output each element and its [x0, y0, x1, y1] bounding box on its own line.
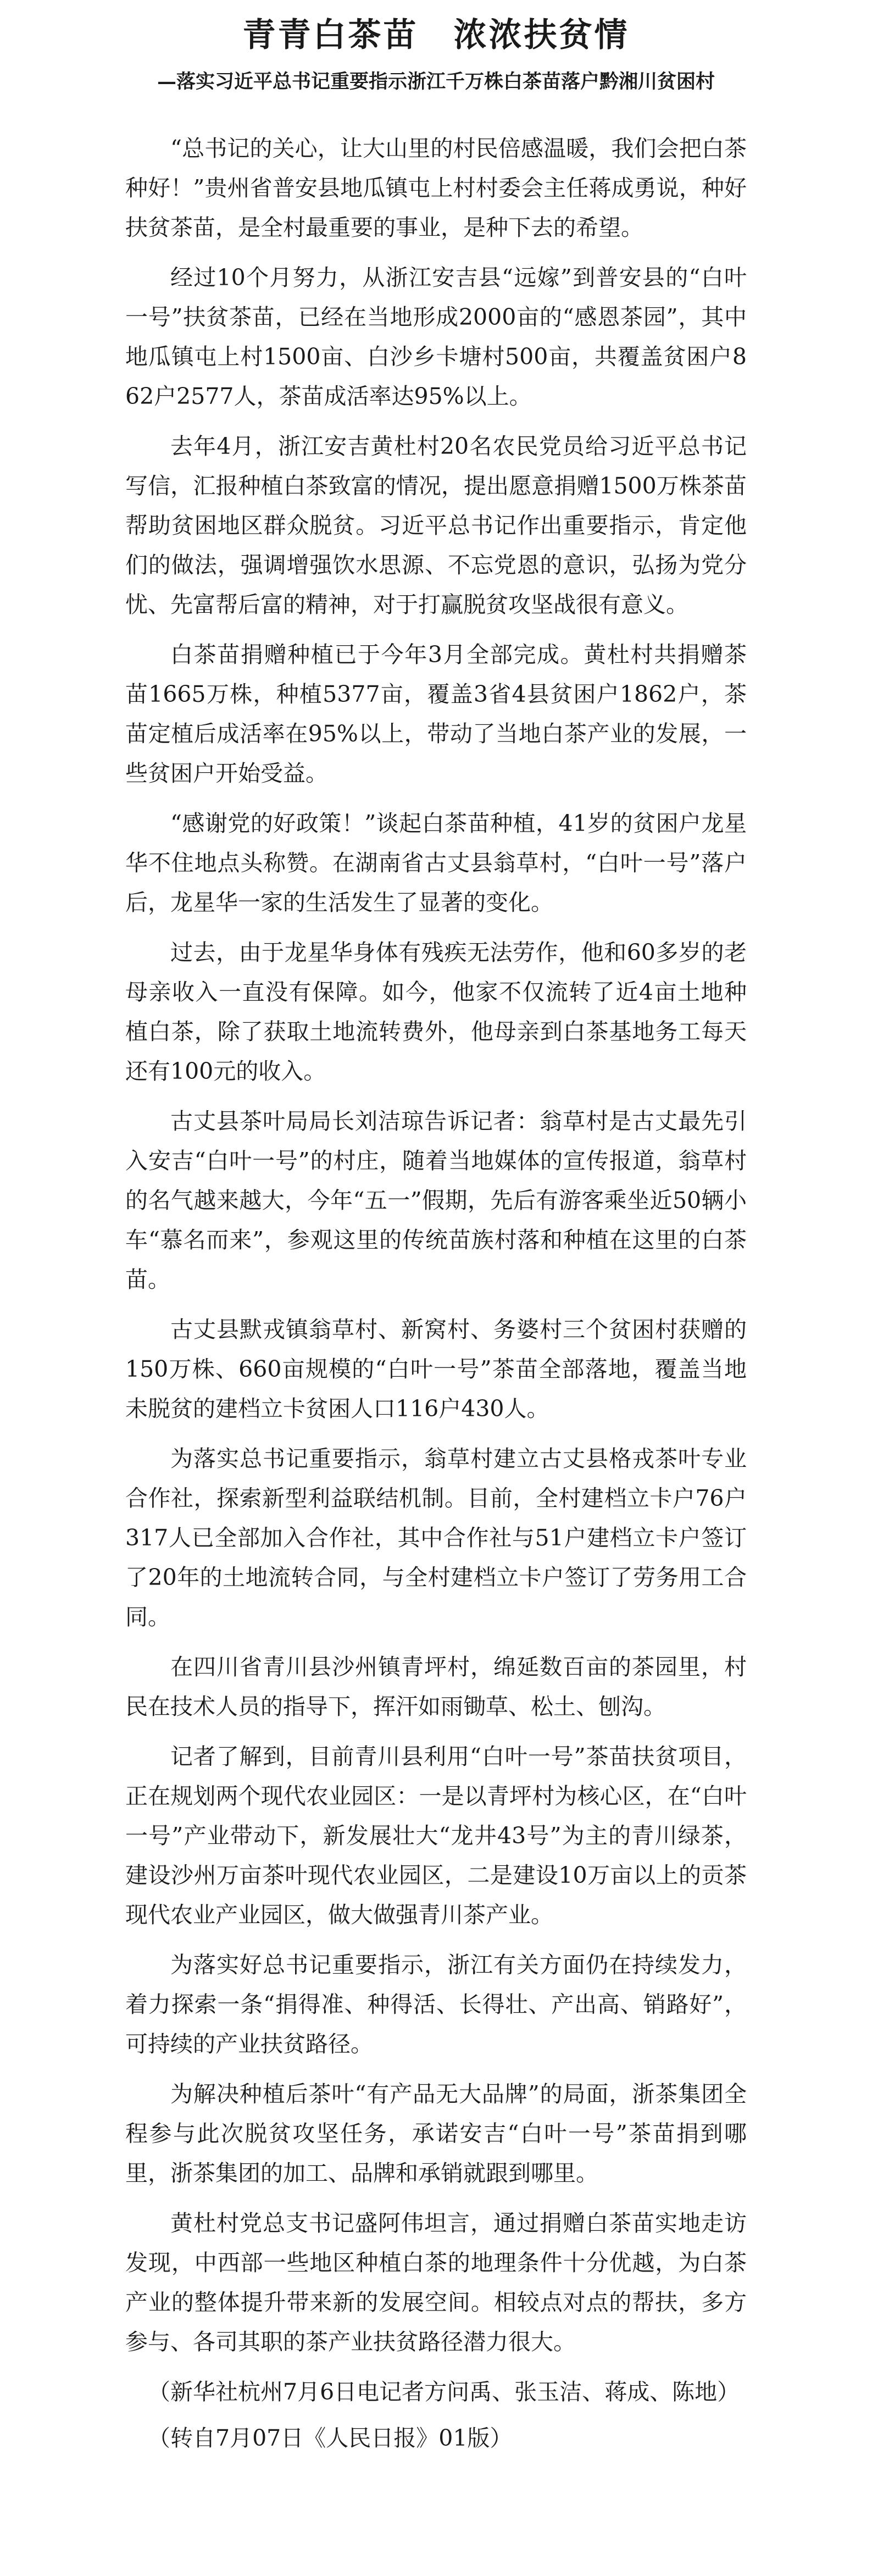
- source-note: （转自7月07日《人民日报》01版）: [148, 2425, 513, 2451]
- paragraph: 过去，由于龙星华身体有残疾无法劳作，他和60多岁的老母亲收入一直没有保障。如今，他家不仅流转了近4亩土地种植白茶，除了获取土地流转费外，他母亲到白茶基地务工每天还有100元的收入。: [125, 939, 747, 1084]
- byline: （新华社杭州7月6日电记者方问禹、张玉洁、蒋成、陈地）: [148, 2379, 740, 2405]
- paragraph: “感谢党的好政策！”谈起白茶苗种植，41岁的贫困户龙星华不住地点头称赞。在湖南省古丈县翁草村，“白叶一号”落户后，龙星华一家的生活发生了显著的变化。: [125, 810, 747, 916]
- paragraph: 经过10个月努力，从浙江安吉县“远嫁”到普安县的“白叶一号”扶贫茶苗，已经在当地形成2000亩的“感恩茶园”，其中地瓜镇屯上村1500亩、白沙乡卡塘村500亩，共覆盖贫困户862户2577人，茶苗成活率达95%以上。: [125, 264, 747, 409]
- paragraph: 黄杜村党总支书记盛阿伟坦言，通过捐赠白茶苗实地走访发现，中西部一些地区种植白茶的地理条件十分优越，为白茶产业的整体提升带来新的发展空间。相较点对点的帮扶，多方参与、各司其职的茶产业扶贫路径潜力很大。: [125, 2210, 747, 2355]
- paragraph: “总书记的关心，让大山里的村民倍感温暖，我们会把白茶种好！”贵州省普安县地瓜镇屯上村村委会主任蒋成勇说，种好扶贫茶苗，是全村最重要的事业，是种下去的希望。: [125, 135, 747, 241]
- paragraph: 白茶苗捐赠种植已于今年3月全部完成。黄杜村共捐赠茶苗1665万株，种植5377亩，覆盖3省4县贫困户1862户，茶苗定植后成活率在95%以上，带动了当地白茶产业的发展，一些贫困户开始受益。: [125, 641, 747, 786]
- headline: 青青白茶苗 浓浓扶贫情: [242, 16, 630, 54]
- paragraph: 在四川省青川县沙州镇青坪村，绵延数百亩的茶园里，村民在技术人员的指导下，挥汗如雨锄草、松土、刨沟。: [125, 1654, 747, 1720]
- paragraph: 为落实总书记重要指示，翁草村建立古丈县格戎茶叶专业合作社，探索新型利益联结机制。目前，全村建档立卡户76户317人已全部加入合作社，其中合作社与51户建档立卡户签订了20年的土地流转合同，与全村建档立卡户签订了劳务用工合同。: [125, 1445, 747, 1630]
- paragraph: 为解决种植后茶叶“有产品无大品牌”的局面，浙茶集团全程参与此次脱贫攻坚任务，承诺安吉“白叶一号”茶苗捐到哪里，浙茶集团的加工、品牌和承销就跟到哪里。: [125, 2081, 747, 2186]
- paragraph: 为落实好总书记重要指示，浙江有关方面仍在持续发力，着力探索一条“捐得准、种得活、长得壮、产出高、销路好”，可持续的产业扶贫路径。: [125, 1952, 747, 2057]
- paragraph: 记者了解到，目前青川县利用“白叶一号”茶苗扶贫项目，正在规划两个现代农业园区：一是以青坪村为核心区，在“白叶一号”产业带动下，新发展壮大“龙井43号”为主的青川绿茶，建设沙州万亩茶叶现代农业园区，二是建设10万亩以上的贡茶现代农业产业园区，做大做强青川茶产业。: [125, 1743, 747, 1928]
- subheadline: —落实习近平总书记重要指示浙江千万株白茶苗落户黔湘川贫困村: [157, 70, 715, 93]
- paragraph: 古丈县默戎镇翁草村、新窝村、务婆村三个贫困村获赠的150万株、660亩规模的“白叶一号”茶苗全部落地，覆盖当地未脱贫的建档立卡贫困人口116户430人。: [125, 1316, 747, 1422]
- article-body: [125, 129, 747, 2458]
- paragraph: 去年4月，浙江安吉黄杜村20名农民党员给习近平总书记写信，汇报种植白茶致富的情况，提出愿意捐赠1500万株茶苗帮助贫困地区群众脱贫。习近平总书记作出重要指示，肯定他们的做法，强调增强饮水思源、不忘党恩的意识，弘扬为党分忧、先富帮后富的精神，对于打赢脱贫攻坚战很有意义。: [125, 433, 747, 618]
- paragraph: 古丈县茶叶局局长刘洁琼告诉记者：翁草村是古丈最先引入安吉“白叶一号”的村庄，随着当地媒体的宣传报道，翁草村的名气越来越大，今年“五一”假期，先后有游客乘坐近50辆小车“慕名而来”，参观这里的传统苗族村落和种植在这里的白茶苗。: [125, 1108, 747, 1293]
